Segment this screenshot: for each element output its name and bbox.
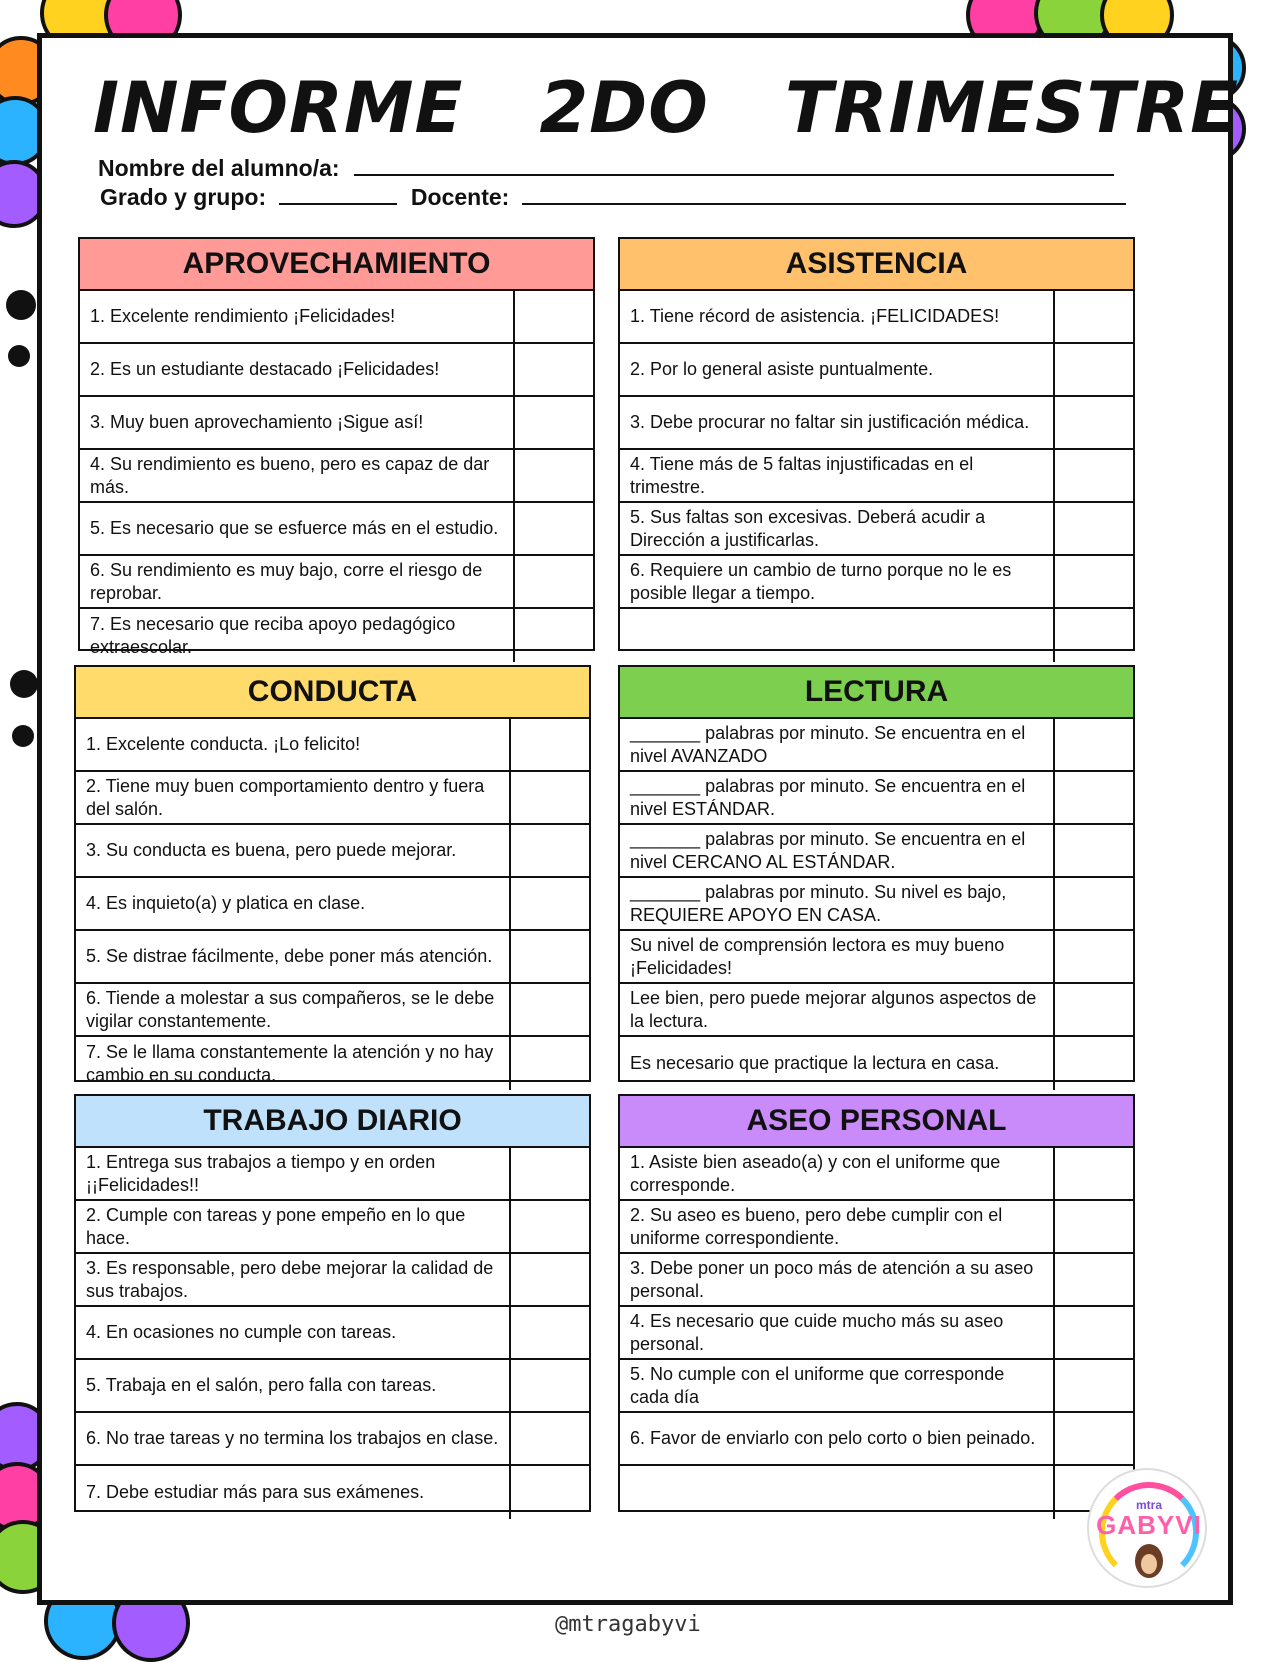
decor-dot bbox=[6, 290, 36, 320]
check-box[interactable] bbox=[1053, 344, 1133, 395]
check-box[interactable] bbox=[1053, 1037, 1133, 1090]
student-name-label: Nombre del alumno/a: bbox=[98, 155, 340, 181]
row-text: 7. Es necesario que reciba apoyo pedagógico extraescolar. bbox=[90, 613, 456, 657]
checklist-row bbox=[76, 1466, 589, 1519]
check-box[interactable] bbox=[509, 1466, 589, 1519]
row-text: 5. Se distrae fácilmente, debe poner más atención. bbox=[86, 946, 493, 966]
checklist-row bbox=[620, 984, 1133, 1037]
check-box[interactable] bbox=[1053, 609, 1133, 662]
checklist-row bbox=[76, 825, 589, 878]
check-box[interactable] bbox=[513, 609, 593, 662]
check-box[interactable] bbox=[509, 719, 589, 770]
checklist-row bbox=[76, 1037, 589, 1090]
check-box[interactable] bbox=[513, 556, 593, 607]
checklist-row bbox=[620, 1148, 1133, 1201]
check-box[interactable] bbox=[513, 344, 593, 395]
checklist-row bbox=[620, 556, 1133, 609]
section-title: APROVECHAMIENTO bbox=[80, 239, 593, 291]
checklist-row bbox=[76, 1254, 589, 1307]
section-title: ASEO PERSONAL bbox=[620, 1096, 1133, 1148]
student-name-row bbox=[98, 155, 1114, 182]
check-box[interactable] bbox=[1053, 450, 1133, 501]
row-text: 2. Tiene muy buen comportamiento dentro y fuera del salón. bbox=[86, 775, 485, 819]
row-text bbox=[620, 1466, 1053, 1519]
check-box[interactable] bbox=[509, 1413, 589, 1464]
section-trabajo-diario bbox=[74, 1094, 591, 1512]
check-box[interactable] bbox=[1053, 719, 1133, 770]
check-box[interactable] bbox=[509, 1201, 589, 1252]
row-text: 6. Su rendimiento es muy bajo, corre el riesgo de reprobar. bbox=[90, 559, 483, 603]
logo-brand-text: GABYVI bbox=[1096, 1510, 1202, 1540]
row-text: 2. Por lo general asiste puntualmente. bbox=[630, 359, 934, 379]
row-text: 2. Su aseo es bueno, pero debe cumplir con el uniforme correspondiente. bbox=[630, 1204, 1003, 1248]
check-box[interactable] bbox=[1053, 1148, 1133, 1199]
section-title: CONDUCTA bbox=[76, 667, 589, 719]
check-box[interactable] bbox=[1053, 1360, 1133, 1411]
checklist-row bbox=[620, 719, 1133, 772]
checklist-row bbox=[620, 1037, 1133, 1090]
checklist-row bbox=[620, 1466, 1133, 1519]
check-box[interactable] bbox=[509, 1148, 589, 1199]
checklist-row bbox=[76, 1413, 589, 1466]
row-text: 5. Sus faltas son excesivas. Deberá acudir a Dirección a justificarlas. bbox=[630, 506, 986, 550]
checklist-row bbox=[80, 556, 593, 609]
check-box[interactable] bbox=[1053, 397, 1133, 448]
row-text: 6. Favor de enviarlo con pelo corto o bien peinado. bbox=[630, 1428, 1036, 1448]
row-text: 4. Es inquieto(a) y platica en clase. bbox=[86, 893, 366, 913]
row-text: 5. Es necesario que se esfuerce más en el estudio. bbox=[90, 518, 499, 538]
row-text: _______ palabras por minuto. Se encuentra en el nivel AVANZADO bbox=[630, 722, 1026, 766]
section-conducta bbox=[74, 665, 591, 1085]
decor-dot bbox=[10, 670, 38, 698]
checklist-row bbox=[620, 825, 1133, 878]
grade-group-label: Grado y grupo: bbox=[100, 184, 267, 210]
check-box[interactable] bbox=[513, 450, 593, 501]
check-box[interactable] bbox=[1053, 556, 1133, 607]
checklist-row bbox=[620, 1307, 1133, 1360]
row-text: 4. Es necesario que cuide mucho más su aseo personal. bbox=[630, 1310, 1004, 1354]
row-text: 2. Es un estudiante destacado ¡Felicidades! bbox=[90, 359, 440, 379]
row-text: Lee bien, pero puede mejorar algunos aspectos de la lectura. bbox=[630, 987, 1037, 1031]
checklist-row bbox=[620, 1254, 1133, 1307]
row-text: 5. No cumple con el uniforme que corresponde cada día bbox=[630, 1363, 1005, 1407]
check-box[interactable] bbox=[509, 825, 589, 876]
row-text: 4. Su rendimiento es bueno, pero es capaz de dar más. bbox=[90, 453, 490, 497]
student-name-field[interactable] bbox=[354, 158, 1114, 176]
check-box[interactable] bbox=[509, 1037, 589, 1090]
check-box[interactable] bbox=[509, 931, 589, 982]
section-aseo-personal bbox=[618, 1094, 1135, 1512]
checklist-row bbox=[620, 1360, 1133, 1413]
checklist-row bbox=[80, 397, 593, 450]
checklist-row bbox=[76, 1201, 589, 1254]
check-box[interactable] bbox=[1053, 1307, 1133, 1358]
section-lectura bbox=[618, 665, 1135, 1082]
check-box[interactable] bbox=[509, 878, 589, 929]
checklist-row bbox=[80, 450, 593, 503]
row-text: 6. Tiende a molestar a sus compañeros, se le debe vigilar constantemente. bbox=[86, 987, 495, 1031]
check-box[interactable] bbox=[1053, 503, 1133, 554]
row-text: 5. Trabaja en el salón, pero falla con tareas. bbox=[86, 1375, 437, 1395]
grade-teacher-row bbox=[100, 184, 1126, 211]
decor-dot bbox=[12, 725, 34, 747]
check-box[interactable] bbox=[1053, 984, 1133, 1035]
check-box[interactable] bbox=[1053, 931, 1133, 982]
logo-small-text: mtra bbox=[1135, 1498, 1162, 1512]
checklist-row bbox=[76, 1360, 589, 1413]
decor-dot bbox=[8, 345, 30, 367]
teacher-label: Docente: bbox=[410, 184, 510, 210]
checklist-row bbox=[620, 931, 1133, 984]
row-text: 2. Cumple con tareas y pone empeño en lo que hace. bbox=[86, 1204, 466, 1248]
row-text: 1. Tiene récord de asistencia. ¡FELICIDADES! bbox=[630, 306, 1000, 326]
checklist-row bbox=[620, 1201, 1133, 1254]
row-text bbox=[620, 609, 1053, 662]
check-box[interactable] bbox=[513, 291, 593, 342]
checklist-row bbox=[620, 1413, 1133, 1466]
checklist-row bbox=[80, 503, 593, 556]
checklist-row bbox=[76, 878, 589, 931]
row-text: 1. Asiste bien aseado(a) y con el uniforme que corresponde. bbox=[630, 1151, 1001, 1195]
checklist-row bbox=[620, 397, 1133, 450]
row-text: _______ palabras por minuto. Se encuentra en el nivel ESTÁNDAR. bbox=[630, 775, 1026, 819]
check-box[interactable] bbox=[1053, 1254, 1133, 1305]
check-box[interactable] bbox=[509, 1307, 589, 1358]
row-text: 6. No trae tareas y no termina los trabajos en clase. bbox=[86, 1428, 499, 1448]
checklist-row bbox=[76, 984, 589, 1037]
row-text: 6. Requiere un cambio de turno porque no le es posible llegar a tiempo. bbox=[630, 559, 1012, 603]
footer-handle: @mtragabyvi bbox=[555, 1612, 701, 1637]
row-text: Su nivel de comprensión lectora es muy bueno ¡Felicidades! bbox=[630, 934, 1005, 978]
check-box[interactable] bbox=[513, 503, 593, 554]
checklist-row bbox=[620, 344, 1133, 397]
checklist-row bbox=[76, 1148, 589, 1201]
row-text: 3. Es responsable, pero debe mejorar la calidad de sus trabajos. bbox=[86, 1257, 494, 1301]
row-text: 3. Debe procurar no faltar sin justificación médica. bbox=[630, 412, 1030, 432]
row-text: 1. Excelente rendimiento ¡Felicidades! bbox=[90, 306, 396, 326]
check-box[interactable] bbox=[509, 984, 589, 1035]
check-box[interactable] bbox=[1053, 291, 1133, 342]
row-text: _______ palabras por minuto. Se encuentra en el nivel CERCANO AL ESTÁNDAR. bbox=[630, 828, 1026, 872]
avatar-icon bbox=[1135, 1544, 1163, 1578]
row-text: 3. Debe poner un poco más de atención a su aseo personal. bbox=[630, 1257, 1034, 1301]
section-title: LECTURA bbox=[620, 667, 1133, 719]
checklist-row bbox=[620, 291, 1133, 344]
row-text: 3. Muy buen aprovechamiento ¡Sigue así! bbox=[90, 412, 424, 432]
row-text: 7. Se le llama constantemente la atención y no hay cambio en su conducta. bbox=[86, 1041, 494, 1085]
checklist-row bbox=[76, 931, 589, 984]
checklist-row bbox=[620, 609, 1133, 662]
check-box[interactable] bbox=[513, 397, 593, 448]
teacher-field[interactable] bbox=[522, 187, 1126, 205]
checklist-row bbox=[76, 1307, 589, 1360]
check-box[interactable] bbox=[509, 772, 589, 823]
section-aprovechamiento bbox=[78, 237, 595, 657]
report-title: INFORME 2DO TRIMESTRE bbox=[93, 67, 1239, 149]
brand-logo bbox=[1087, 1468, 1207, 1588]
check-box[interactable] bbox=[509, 1254, 589, 1305]
row-text: Es necesario que practique la lectura en casa. bbox=[630, 1053, 1000, 1073]
checklist-row bbox=[80, 344, 593, 397]
section-title: TRABAJO DIARIO bbox=[76, 1096, 589, 1148]
section-asistencia bbox=[618, 237, 1135, 651]
check-box[interactable] bbox=[509, 1360, 589, 1411]
check-box[interactable] bbox=[1053, 1413, 1133, 1464]
row-text: 3. Su conducta es buena, pero puede mejorar. bbox=[86, 840, 457, 860]
checklist-row bbox=[620, 450, 1133, 503]
checklist-row bbox=[80, 609, 593, 662]
checklist-row bbox=[76, 719, 589, 772]
row-text: 1. Entrega sus trabajos a tiempo y en orden ¡¡Felicidades!! bbox=[86, 1151, 436, 1195]
check-box[interactable] bbox=[1053, 1201, 1133, 1252]
checklist-row bbox=[76, 772, 589, 825]
checklist-row bbox=[620, 878, 1133, 931]
check-box[interactable] bbox=[1053, 825, 1133, 876]
checklist-row bbox=[620, 772, 1133, 825]
row-text: 4. En ocasiones no cumple con tareas. bbox=[86, 1322, 397, 1342]
checklist-row bbox=[80, 291, 593, 344]
checklist-row bbox=[620, 503, 1133, 556]
row-text: 1. Excelente conducta. ¡Lo felicito! bbox=[86, 734, 361, 754]
check-box[interactable] bbox=[1053, 772, 1133, 823]
section-title: ASISTENCIA bbox=[620, 239, 1133, 291]
check-box[interactable] bbox=[1053, 878, 1133, 929]
row-text: 4. Tiene más de 5 faltas injustificadas en el trimestre. bbox=[630, 453, 974, 497]
row-text: _______ palabras por minuto. Su nivel es bajo, REQUIERE APOYO EN CASA. bbox=[630, 881, 1007, 925]
row-text: 7. Debe estudiar más para sus exámenes. bbox=[86, 1482, 425, 1502]
grade-group-field[interactable] bbox=[279, 187, 397, 205]
